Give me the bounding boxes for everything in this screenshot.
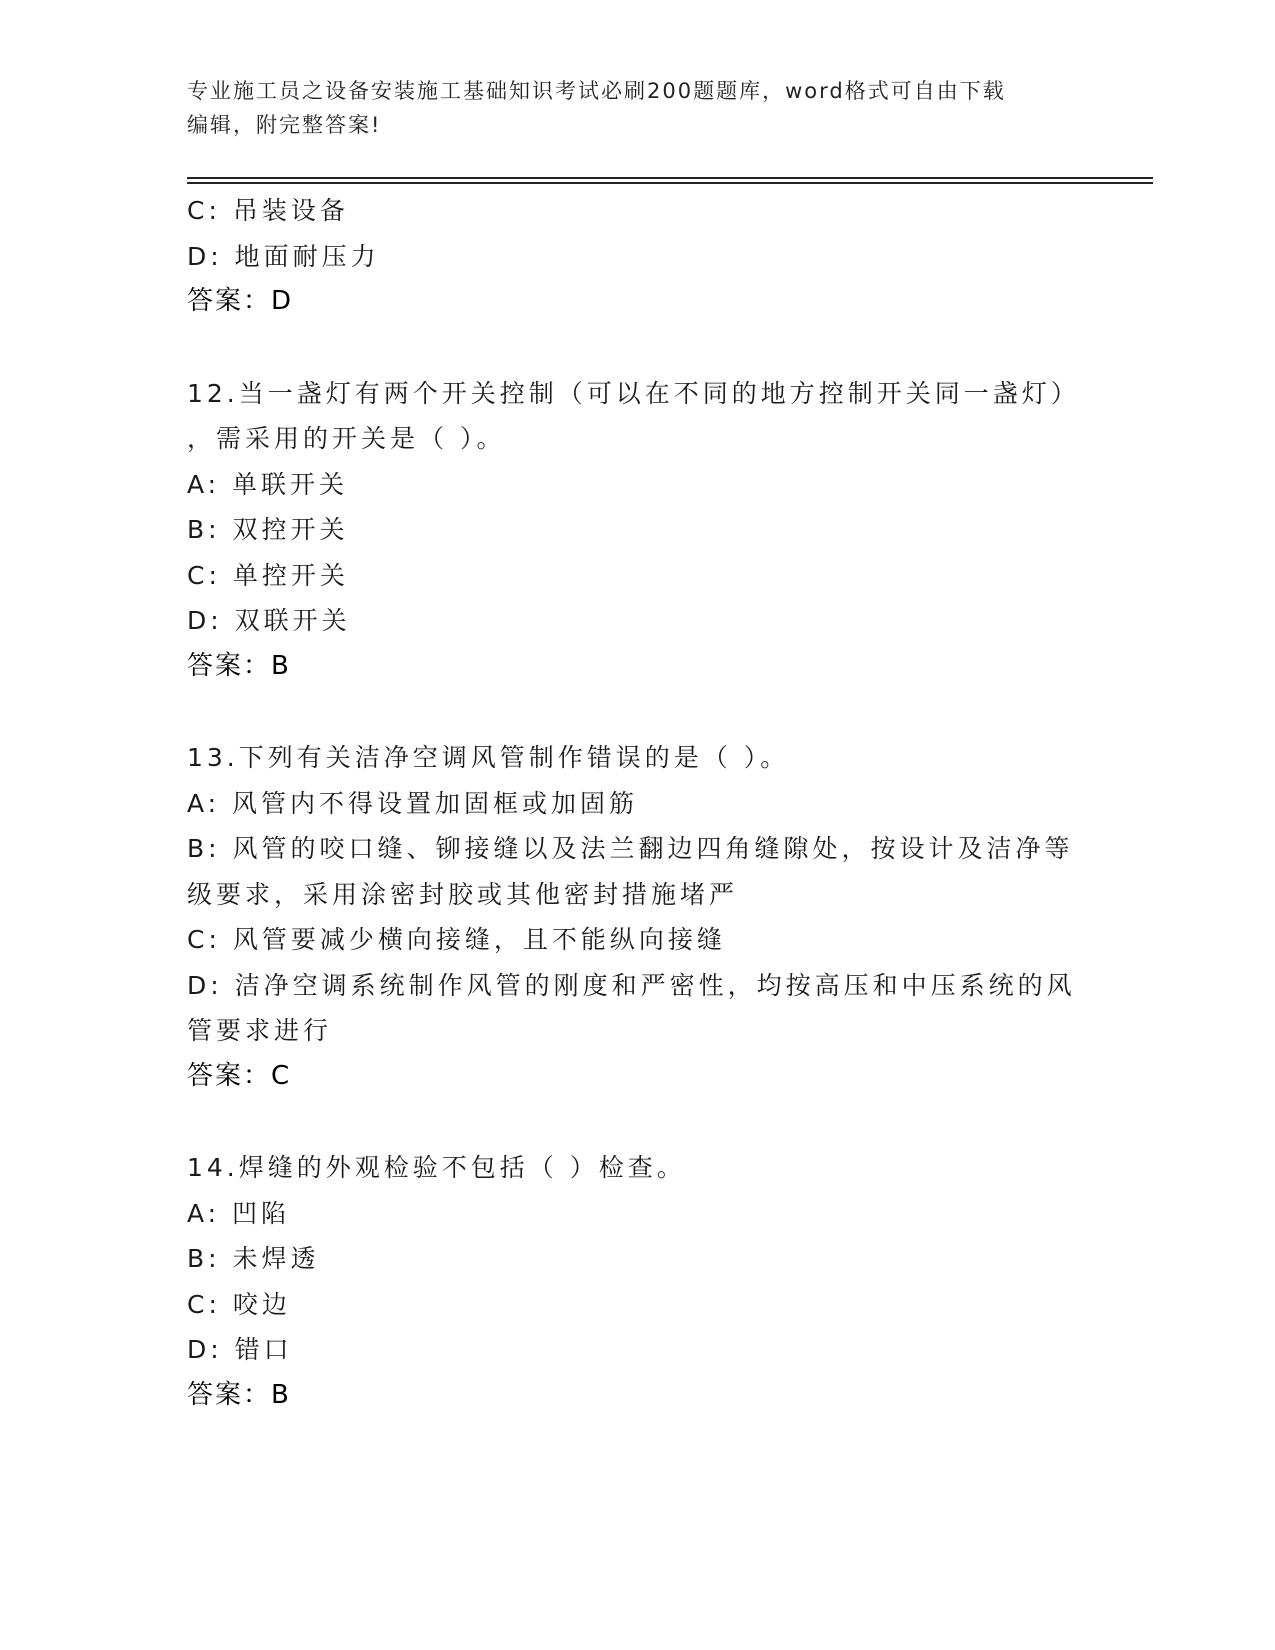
question-12 <box>187 371 1087 690</box>
answer-line: 答案：C <box>187 1060 292 1091</box>
option-d: D: 地面耐压力 <box>187 241 380 271</box>
spacer <box>187 325 1087 371</box>
answer-line: 答案：B <box>187 1379 291 1410</box>
question-list <box>187 188 1087 1418</box>
option-d-line-1: D: 洁净空调系统制作风管的刚度和严密性，均按高压和中压系统的风 <box>187 970 1076 1000</box>
option-d: D: 错口 <box>187 1335 293 1364</box>
option-b-line-1: B: 风管的咬口缝、铆接缝以及法兰翻边四角缝隙处，按设计及洁净等 <box>187 834 1074 863</box>
option-c: C: 吊装设备 <box>187 196 349 225</box>
question-14 <box>187 1145 1087 1418</box>
header-title-line-1: 专业施工员之设备安装施工基础知识考试必刷200题题库，word格式可自由下载 <box>187 79 1006 103</box>
option-a: A: 凹陷 <box>187 1198 291 1228</box>
question-stem-line-1: 12.当一盏灯有两个开关控制（可以在不同的地方控制开关同一盏灯） <box>187 378 1080 408</box>
option-b: B: 未焊透 <box>187 1244 320 1273</box>
option-c: C: 风管要减少横向接缝，且不能纵向接缝 <box>187 925 726 954</box>
answer-line: 答案：B <box>187 650 291 681</box>
option-c: C: 咬边 <box>187 1289 291 1319</box>
spacer <box>187 689 1087 735</box>
question-stem-line-1: 13.下列有关洁净空调风管制作错误的是（ ）。 <box>187 743 790 772</box>
question-11-partial <box>187 188 1087 325</box>
option-c: C: 单控开关 <box>187 560 349 590</box>
question-stem-line-1: 14.焊缝的外观检验不包括（ ）检查。 <box>187 1153 686 1182</box>
answer-line: 答案：D <box>187 286 294 316</box>
option-b: B: 双控开关 <box>187 515 349 544</box>
option-a: A: 单联开关 <box>187 469 349 499</box>
option-d-line-2: 管要求进行 <box>187 1016 333 1045</box>
option-d: D: 双联开关 <box>187 606 351 635</box>
question-stem-line-2: ，需采用的开关是（ ）。 <box>187 424 506 453</box>
spacer <box>187 1099 1087 1145</box>
header-title-line-2: 编辑，附完整答案! <box>187 113 382 137</box>
option-a: A: 风管内不得设置加固框或加固筋 <box>187 788 639 818</box>
document-header <box>187 74 1087 142</box>
question-13 <box>187 735 1087 1099</box>
header-divider-bottom <box>187 182 1153 184</box>
option-b-line-2: 级要求，采用涂密封胶或其他密封措施堵严 <box>187 879 739 909</box>
header-divider-top <box>187 177 1153 179</box>
